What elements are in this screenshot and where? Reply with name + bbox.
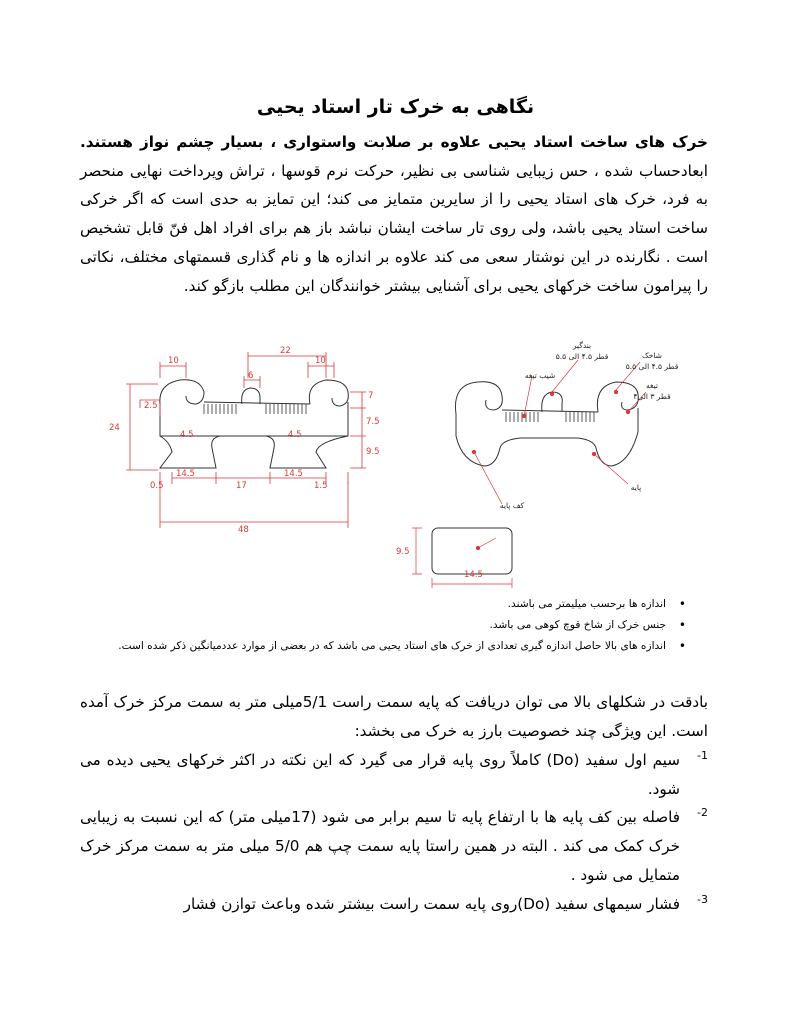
note-item: • اندازه های بالا حاصل اندازه گیری تعدادی از خرک های استاد یحیی می باشد که در بعضی از موارد عددمیانگین ذکر شده است.	[100, 636, 666, 657]
labeled-bridge-drawing	[432, 382, 638, 574]
notes-list	[100, 594, 688, 657]
list-item	[80, 746, 708, 803]
dim-6: 6	[248, 371, 254, 381]
foot-height: 9.5	[396, 547, 410, 557]
label-shib-tighe: شیب تیغه	[524, 371, 556, 380]
label-shakhak-diam: قطر ۴.۵ الی ۵.۵	[625, 362, 679, 371]
intro-rest: ابعادحساب شده ، حس زیبایی شناسی بی نظیر، حرکت نرم قوسها ، تراش ویرداخت نهایی منحصر به فرد، خرک های استاد یحیی را از سایرین متمایز می کند؛ این تمایز به حدی است که اگر خرکی ساخت استاد یحیی باشد، ولی روی تار ساخت ایشان نباشد باز هم برای افراد اهل فنّ قابل تشخیص است . نگارنده در این نوشتار سعی می کند علاوه بر اندازه ها و نام گذاری قسمتهای مختلف، نکاتی را پیرامون ساخت خرکهای یحیی برای آشنایی بیشتر خوانندگان این مطلب بازگو کند.	[80, 161, 708, 295]
label-tighe-diam: قطر ۳ الی۴	[633, 392, 671, 401]
foot-width: 14.5	[464, 570, 483, 580]
bridge-diagram	[100, 332, 679, 582]
dimension-values	[109, 346, 380, 535]
dim-14-5-left: 14.5	[176, 469, 195, 479]
list-number: -1	[697, 749, 708, 762]
list-text: سیم اول سفید (Do) کاملاً روی پایه قرار می گیرد که این نکته در اکثر خرکهای یحیی دیده می شود.	[80, 751, 680, 798]
page-title: نگاهی به خرک تار استاد یحیی	[256, 96, 535, 118]
label-bandgir: بندگیر	[572, 341, 592, 350]
dim-24: 24	[109, 423, 120, 433]
leader-lines	[412, 360, 646, 588]
dim-4-5-left: 4.5	[180, 430, 194, 440]
dim-4-5-right: 4.5	[288, 430, 302, 440]
note-item: • جنس خرک از شاخ قوچ کوهی می باشد.	[100, 615, 666, 636]
list-item	[80, 890, 708, 919]
label-kaf-paye: کف پایه	[499, 501, 525, 510]
label-shakhak: شاخک	[642, 351, 662, 360]
dim-10-right: 10	[315, 356, 326, 366]
dim-9-5: 9.5	[366, 447, 380, 457]
dim-17: 17	[236, 481, 247, 491]
list-item	[80, 803, 708, 889]
dim-0-5: 0.5	[150, 481, 164, 491]
list-number: -2	[697, 806, 708, 820]
list-number: -3	[697, 892, 708, 906]
list-text: فشار سیمهای سفید (Do)روی پایه سمت راست بیشتر شده وباعث توازن فشار	[183, 894, 680, 913]
dimension-lines	[126, 352, 366, 528]
note-item: • اندازه ها برحسب میلیمتر می باشند.	[100, 594, 666, 615]
list-text: فاصله بین کف پایه ها با ارتفاع پایه تا سیم برابر می شود (17میلی متر) که این نسبت به زیبایی خرک کمک می کند . البته در همین راستا پایه سمت چپ هم 5/0 میلی متر به سمت مرکز خرک متمایل می شود .	[80, 808, 681, 884]
dim-2-5: 2.5	[144, 401, 158, 411]
label-paye: پایه	[630, 483, 642, 492]
dim-14-5-right: 14.5	[284, 469, 303, 479]
label-tighe: تیغه	[646, 381, 658, 390]
dimensioned-bridge-drawing	[160, 380, 348, 468]
dim-48: 48	[238, 525, 249, 535]
dim-1-5: 1.5	[314, 481, 328, 491]
dim-22: 22	[280, 346, 291, 356]
intro-lead: خرک های ساخت استاد یحیی علاوه بر صلابت واستواری ، بسیار چشم نواز هستند.	[80, 133, 708, 151]
dim-10-left: 10	[168, 356, 179, 366]
dim-7: 7	[368, 391, 374, 401]
body-paragraph: بادقت در شکلهای بالا می توان دریافت که پایه سمت راست 5/1میلی متر به سمت مرکز خرک آمده است. این ویژگی چند خصوصیت بارز به خرک می بخشد:	[80, 693, 708, 740]
part-labels	[396, 341, 679, 580]
intro-paragraph	[80, 128, 708, 300]
numbered-list	[80, 746, 708, 918]
label-bandgir-diam: قطر ۴.۵ الی ۵.۵	[555, 352, 609, 361]
dim-7-5: 7.5	[366, 417, 380, 427]
